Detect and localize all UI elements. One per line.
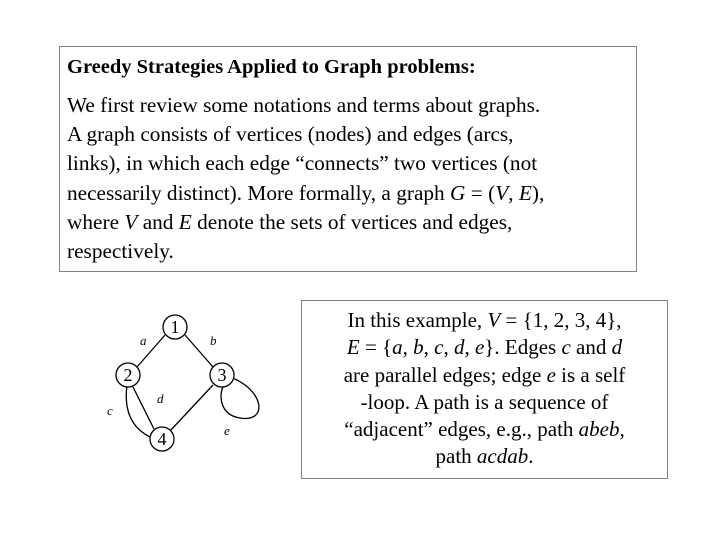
italic-term: V — [495, 180, 509, 205]
italic-term: c — [434, 335, 444, 360]
text-run: }. Edges — [484, 335, 562, 360]
edge-label-e: e — [224, 423, 230, 438]
slide-title: Greedy Strategies Applied to Graph problems: — [67, 56, 476, 78]
text-run: and — [137, 209, 179, 234]
text-run: respectively. — [67, 239, 174, 264]
italic-term: E — [178, 209, 192, 234]
text-run: is a self — [555, 362, 626, 387]
vertex-3-label: 3 — [217, 365, 227, 385]
italic-term: G — [450, 180, 466, 205]
italic-term: d — [611, 335, 623, 360]
intro-line — [67, 120, 630, 149]
text-run: -loop. A path is a sequence of — [360, 389, 609, 414]
text-run: “adjacent” edges, e.g., path — [344, 417, 579, 442]
text-run: = { — [359, 335, 393, 360]
edge-label-a: a — [140, 333, 147, 348]
italic-term: abeb — [578, 417, 620, 442]
text-run: where — [67, 209, 125, 234]
text-run: , — [464, 335, 475, 360]
italic-term: a — [392, 335, 403, 360]
text-run: We first review some notations and terms about graphs. — [67, 93, 541, 117]
text-run: , — [443, 335, 454, 360]
graph-diagram — [100, 305, 280, 465]
edge-b — [185, 335, 213, 367]
vertex-4-label: 4 — [157, 429, 167, 449]
text-run: A graph consists of vertices (nodes) and edges (arcs, — [67, 122, 514, 147]
vertex-1-label: 1 — [170, 317, 180, 337]
text-run: and — [570, 335, 612, 360]
text-run: are parallel edges; edge — [343, 362, 547, 387]
text-run: necessarily distinct). More formally, a graph — [67, 180, 451, 205]
text-run: , — [508, 180, 519, 205]
example-line — [302, 362, 667, 389]
text-run: denote the sets of vertices and edges, — [191, 209, 513, 234]
italic-term: b — [413, 335, 424, 360]
intro-line — [67, 149, 630, 178]
intro-line — [67, 91, 630, 120]
example-line — [302, 334, 667, 361]
edge-bd — [170, 385, 213, 431]
text-run: , — [402, 335, 414, 360]
example-line — [302, 307, 667, 334]
example-text-box — [301, 300, 668, 479]
text-run: . — [528, 444, 534, 469]
edge-label-d: d — [157, 391, 164, 406]
example-line — [302, 416, 667, 443]
text-run: = ( — [465, 180, 496, 205]
italic-term: c — [561, 335, 571, 360]
italic-term: V — [487, 308, 501, 332]
italic-term: acdab — [476, 444, 529, 469]
text-run: , — [423, 335, 435, 360]
italic-term: d — [453, 335, 465, 360]
italic-term: E — [346, 335, 360, 360]
text-run: ), — [531, 180, 545, 205]
vertex-2-label: 2 — [123, 365, 133, 385]
text-run: = {1, 2, 3, 4}, — [500, 308, 622, 332]
italic-term: E — [518, 180, 532, 205]
italic-term: e — [474, 335, 485, 360]
edge-c — [126, 385, 150, 437]
italic-term: V — [124, 209, 138, 234]
edge-label-b: b — [210, 333, 217, 348]
italic-term: e — [546, 362, 556, 387]
intro-line — [67, 179, 630, 208]
intro-line — [67, 237, 630, 266]
edge-d — [133, 387, 154, 429]
text-run: links), in which each edge “connects” two vertices (not — [67, 151, 538, 176]
text-run: In this example, — [347, 308, 488, 332]
edge-label-c: c — [107, 403, 113, 418]
example-line — [302, 389, 667, 416]
example-line — [302, 443, 667, 470]
text-run: , — [619, 417, 625, 442]
intro-text-box — [59, 46, 637, 272]
intro-paragraph — [67, 91, 630, 266]
text-run: path — [435, 444, 477, 469]
intro-line — [67, 208, 630, 237]
